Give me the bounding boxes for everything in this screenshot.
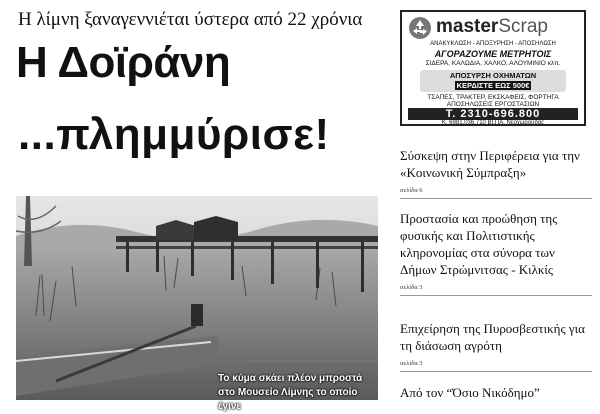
story-item[interactable] bbox=[400, 210, 592, 296]
story-title: Επιχείρηση της Πυροσβεστικής για τη διάσωση αγρότη bbox=[400, 321, 585, 353]
story-page: σελίδα 3 bbox=[400, 360, 592, 372]
photo-caption: Το κύμα σκάει πλέον μπροστά στο Μουσείο Λίμνης το οποίο έγινε bbox=[218, 373, 363, 412]
ad-phone[interactable]: Τ. 2310-696.800 bbox=[408, 108, 578, 120]
headline-line-1: Η Δοϊράνη bbox=[16, 38, 231, 87]
story-page: σελίδα 6 bbox=[400, 187, 592, 199]
advertisement[interactable] bbox=[400, 10, 586, 126]
story-item[interactable] bbox=[400, 384, 592, 401]
story-item[interactable] bbox=[400, 320, 592, 372]
story-item[interactable] bbox=[400, 147, 592, 199]
ad-logo bbox=[406, 14, 584, 42]
headline-line-2: ...πλημμύρισε! bbox=[18, 110, 330, 159]
ad-machinery: ΤΣΑΠΕΣ, ΤΡΑΚΤΕΡ, ΕΚΣΚΑΦΕΙΣ, ΦΟΡΤΗΓΑ ΑΠΟΣΗΛΩΣΕΙΣ ΕΡΓΟΣΤΑΣΙΩΝ bbox=[427, 94, 559, 108]
ad-footer: Κ. 6981.036.710 ΒΙ.ΠΑ. Νεοχωρούδας bbox=[441, 120, 545, 126]
lake-scene bbox=[16, 196, 378, 400]
story-title: Από τον “Όσιο Νικόδημο” bbox=[400, 385, 540, 400]
ad-brand: masterScrap bbox=[436, 16, 548, 37]
story-title: Σύσκεψη στην Περιφέρεια για την «Κοινωνική Σύμπραξη» bbox=[400, 148, 580, 180]
ad-services: ΑΝΑΚΥΚΛΩΣΗ - ΑΠΟΞΥΡΗΣΗ - ΑΠΟΣΗΛΩΣΗ bbox=[430, 41, 556, 47]
lake-photo bbox=[16, 196, 378, 400]
story-page: σελίδα 3 bbox=[400, 284, 592, 296]
ad-vehicle-band: ΑΠΟΣΥΡΣΗ ΟΧΗΜΑΤΩΝ ΚΕΡΔΙΣΤΕ ΕΩΣ 500€ bbox=[420, 70, 566, 92]
recycle-icon bbox=[408, 16, 432, 40]
kicker: Η λίμνη ξαναγεννιέται ύστερα από 22 χρόνια bbox=[18, 9, 363, 30]
ad-materials: ΣΙΔΕΡΑ, ΚΑΛΩΔΙΑ, ΧΑΛΚΟ, ΑΛΟΥΜΙΝΙΟ κλπ. bbox=[425, 60, 561, 67]
ad-buying: ΑΓΟΡΑΖΟΥΜΕ ΜΕΤΡΗΤΟΙΣ bbox=[434, 49, 552, 59]
story-title: Προστασία και προώθηση της φυσικής και Πολιτιστικής κληρονομίας στα σύνορα των Δήμων Στρώμνιτσας - Κιλκίς bbox=[400, 211, 558, 277]
